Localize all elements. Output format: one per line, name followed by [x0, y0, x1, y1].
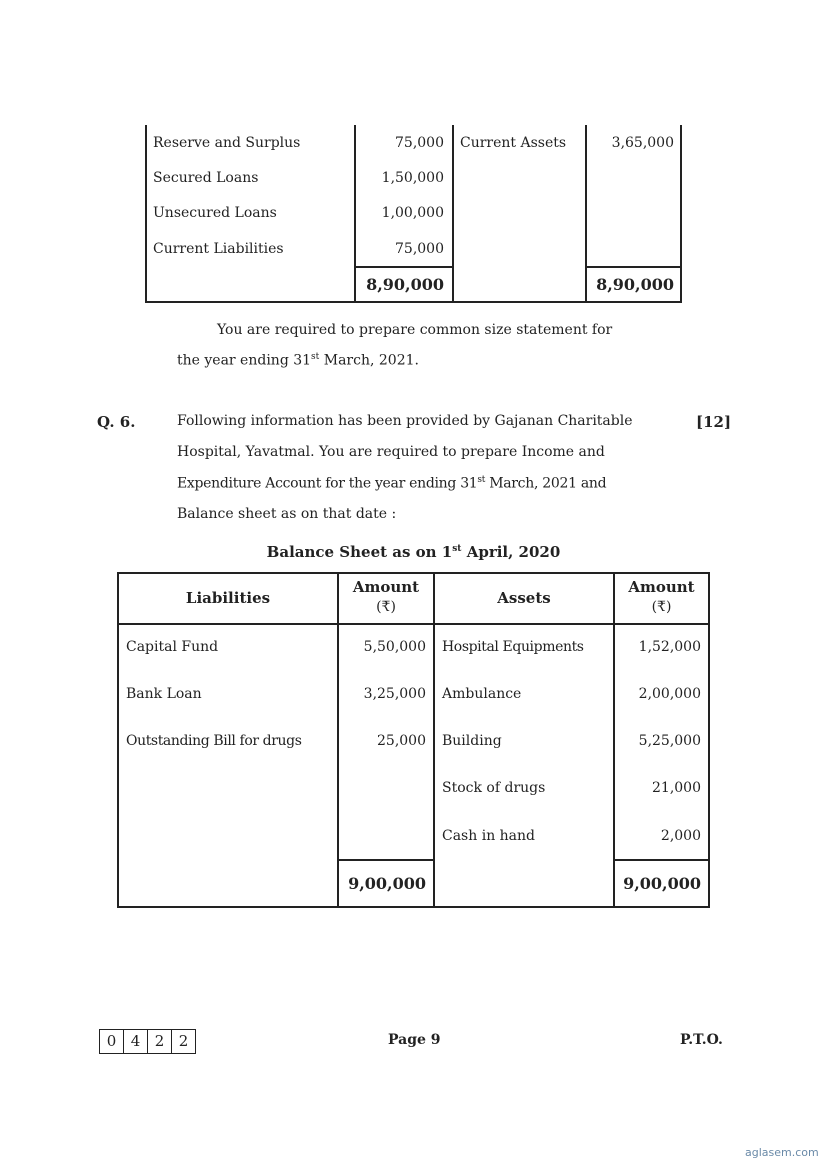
liability-label: Outstanding Bill for drugs [126, 733, 302, 749]
liability-label: Capital Fund [126, 639, 219, 655]
asset-amount: 3,65,000 [611, 135, 674, 151]
asset-label: Ambulance [442, 686, 522, 702]
liability-amount: 25,000 [377, 733, 426, 749]
asset-label: Hospital Equipments [442, 639, 584, 655]
row-amount: 1,00,000 [381, 205, 444, 221]
code-digit: 4 [123, 1029, 148, 1054]
header-liabilities: Liabilities [185, 589, 271, 607]
instruction-line-1: You are required to prepare common size statement for [217, 322, 613, 338]
row-amount: 75,000 [395, 241, 444, 257]
asset-label: Building [442, 733, 502, 749]
asset-label: Stock of drugs [442, 780, 546, 796]
watermark: aglasem.com [745, 1146, 819, 1159]
row-label: Reserve and Surplus [153, 135, 301, 151]
row-label: Unsecured Loans [153, 205, 277, 221]
code-digit: 0 [99, 1029, 124, 1054]
asset-amount: 5,25,000 [638, 733, 701, 749]
question-line-1: Following information has been provided by Gajanan Charitable [177, 413, 633, 429]
row-label: Current Liabilities [153, 241, 284, 257]
code-digit: 2 [171, 1029, 196, 1054]
asset-label: Cash in hand [442, 828, 535, 844]
asset-amount: 2,00,000 [638, 686, 701, 702]
liability-amount: 5,50,000 [363, 639, 426, 655]
liability-label: Bank Loan [126, 686, 202, 702]
instruction-line-2: the year ending 31st March, 2021. [177, 352, 419, 369]
page-number: Page 9 [388, 1032, 441, 1048]
total-left: 9,00,000 [348, 874, 426, 893]
asset-amount: 1,52,000 [638, 639, 701, 655]
liability-amount: 3,25,000 [363, 686, 426, 702]
question-line-3: Expenditure Account for the year ending 31st March, 2021 and [177, 475, 607, 492]
question-marks: [12] [696, 413, 732, 431]
asset-amount: 2,000 [660, 828, 701, 844]
row-amount: 1,50,000 [381, 170, 444, 186]
asset-amount: 21,000 [652, 780, 701, 796]
question-line-4: Balance sheet as on that date : [177, 506, 397, 522]
header-assets: Assets [497, 589, 551, 607]
asset-label: Current Assets [460, 135, 567, 151]
header-rupee: (₹) [651, 599, 672, 615]
header-amount: Amount [352, 578, 420, 596]
row-label: Secured Loans [153, 170, 259, 186]
header-amount: Amount [628, 578, 695, 596]
question-line-2: Hospital, Yavatmal. You are required to prepare Income and [177, 444, 605, 460]
total-right: 8,90,000 [596, 275, 674, 294]
total-left: 8,90,000 [366, 275, 444, 294]
question-number: Q. 6. [97, 413, 136, 431]
pto-label: P.T.O. [680, 1032, 723, 1048]
row-amount: 75,000 [395, 135, 444, 151]
total-right: 9,00,000 [623, 874, 701, 893]
header-rupee: (₹) [376, 599, 396, 615]
table-2-title: Balance Sheet as on 1st April, 2020 [266, 543, 561, 561]
code-digit: 2 [147, 1029, 172, 1054]
